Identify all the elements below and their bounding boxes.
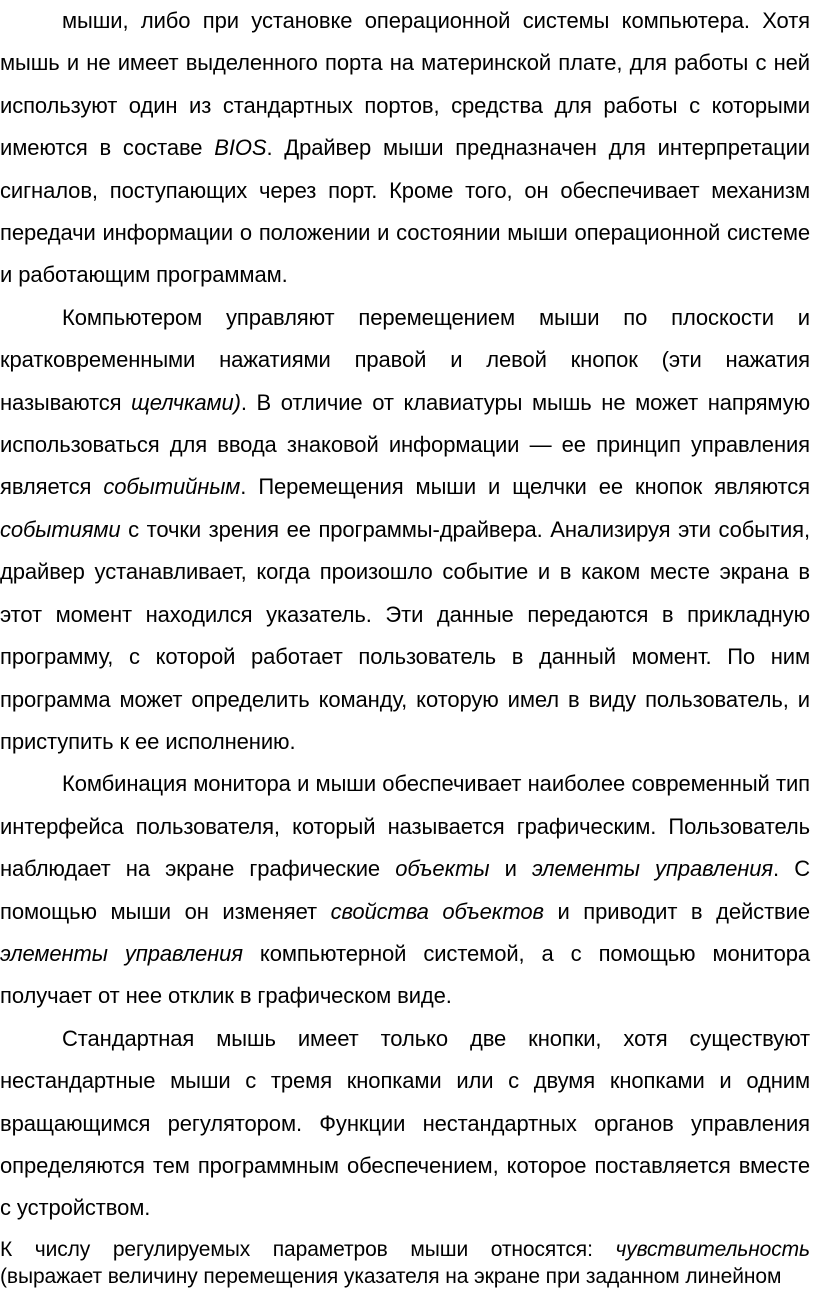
italic-text: BIOS [214, 135, 267, 161]
text-segment: Стандартная мышь имеет только две кнопки, хотя существуют нестандартные мыши с тремя кнопками или с двумя кнопками и одним вращающимся регулятором. Функции нестандартных органов управления определяются тем программным обеспечением, которое поставляется вместе с устройством. [0, 1025, 810, 1221]
italic-text: элементы управления [531, 856, 774, 882]
text-segment: компьютерной системой, а с помощью монитора получает от нее отклик в графическом виде. [0, 940, 810, 1009]
text-segment: . С помощью мыши он изменяет [0, 856, 811, 924]
text-segment: . Перемещения мыши и щелчки ее кнопок являются [240, 474, 810, 500]
italic-text: щелчками) [131, 389, 241, 415]
paragraph-1 [0, 0, 810, 297]
text-segment: и [489, 856, 532, 882]
paragraph-2 [0, 297, 810, 763]
text-segment: Комбинация монитора и мыши обеспечивает наиболее современный тип интерфейса пользователя, который называется графическим. Пользователь наблюдает на экране графические [0, 771, 810, 882]
italic-text: элементы управления [0, 940, 243, 966]
text-segment: мыши, либо при установке операционной системы компьютера. Хотя мышь и не имеет выделенного порта на материнской плате, для работы с ней используют один из стандартных портов, средства для работы с которыми имеются в составе [0, 8, 810, 161]
text-segment: . В отличие от клавиатуры мышь не может напрямую использоваться для ввода знаковой информации — ее принцип управления является [0, 389, 811, 500]
paragraph-3 [0, 763, 810, 1017]
paragraph-4 [0, 1018, 810, 1230]
text-segment: (выражает величину перемещения указателя на экране при заданном линейном [0, 1264, 782, 1288]
italic-text: чувствительность [615, 1237, 810, 1261]
text-segment: с точки зрения ее программы-драйвера. Анализируя эти события, драйвер устанавливает, когда произошло событие и в каком месте экрана в этот момент находился указатель. Эти данные передаются в прикладную программу, с которой работает пользователь в данный момент. По ним программа может определить команду, которую имел в виду пользователь, и приступить к ее исполнению. [0, 516, 810, 754]
text-segment: К числу регулируемых параметров мыши относятся: [0, 1237, 616, 1261]
paragraph-5 [0, 1236, 810, 1290]
italic-text: событиями [0, 516, 121, 542]
italic-text: событийным [103, 474, 241, 500]
italic-text: объекты [395, 856, 490, 882]
text-segment: . Драйвер мыши предназначен для интерпретации сигналов, поступающих через порт. Кроме того, он обеспечивает механизм передачи информации о положении и состоянии мыши операционной системе и работающим программам. [0, 135, 810, 288]
text-segment: Компьютером управляют перемещением мыши по плоскости и кратковременными нажатиями правой и левой кнопок (эти нажатия называются [0, 304, 810, 415]
text-segment: и приводит в действие [543, 898, 810, 924]
italic-text: свойства объектов [330, 898, 544, 924]
